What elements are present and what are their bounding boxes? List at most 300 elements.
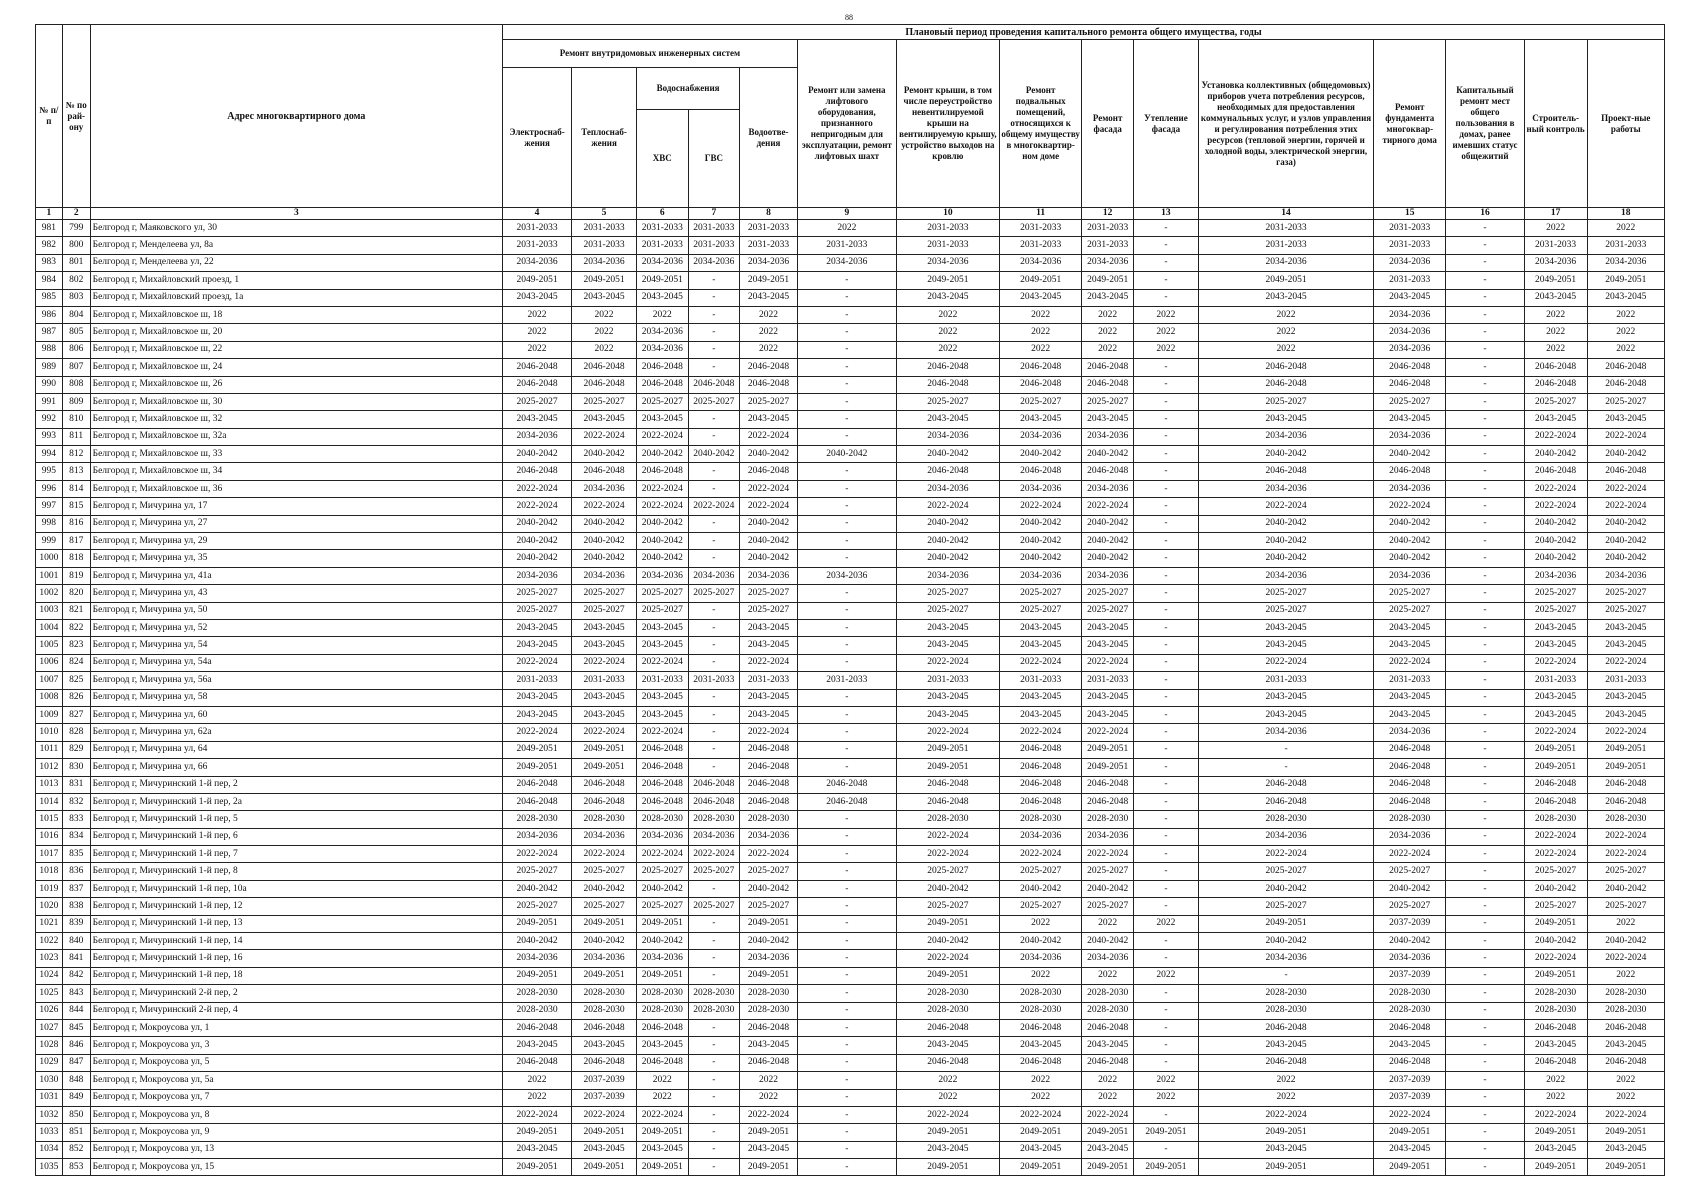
cell-electric: 2034-2036 xyxy=(503,828,572,845)
cell-facade-insulation: - xyxy=(1133,1054,1198,1071)
cell-electric: 2034-2036 xyxy=(503,567,572,584)
cell-heat: 2040-2042 xyxy=(572,550,637,567)
cell-heat: 2022 xyxy=(572,324,637,341)
cell-num: 1018 xyxy=(36,863,63,880)
cell-heat: 2022 xyxy=(572,306,637,323)
header-heat: Теплоснаб-жения xyxy=(572,68,637,208)
cell-address: Белгород г, Мичуринский 1-й пер, 10а xyxy=(90,880,502,897)
cell-facade: 2046-2048 xyxy=(1082,376,1134,393)
cell-electric: 2034-2036 xyxy=(503,254,572,271)
cell-num: 1028 xyxy=(36,1037,63,1054)
cell-heat: 2025-2027 xyxy=(572,585,637,602)
cell-construction-control: 2046-2048 xyxy=(1524,376,1587,393)
cell-heat: 2049-2051 xyxy=(572,1159,637,1176)
cell-basement: 2043-2045 xyxy=(999,637,1081,654)
cell-address: Белгород г, Мичуринский 1-й пер, 18 xyxy=(90,967,502,984)
cell-facade-insulation: - xyxy=(1133,498,1198,515)
cell-basement: 2040-2042 xyxy=(999,550,1081,567)
cell-hot-water: - xyxy=(688,654,740,671)
cell-electric: 2028-2030 xyxy=(503,1002,572,1019)
cell-facade-insulation: - xyxy=(1133,828,1198,845)
cell-foundation: 2034-2036 xyxy=(1374,950,1446,967)
cell-design-work: 2025-2027 xyxy=(1587,898,1664,915)
cell-district-num: 818 xyxy=(62,550,90,567)
cell-meters: 2049-2051 xyxy=(1198,915,1373,932)
cell-district-num: 812 xyxy=(62,446,90,463)
cell-roof: 2034-2036 xyxy=(896,480,999,497)
cell-district-num: 852 xyxy=(62,1141,90,1158)
cell-electric: 2022-2024 xyxy=(503,1106,572,1123)
cell-heat: 2040-2042 xyxy=(572,446,637,463)
cell-drainage: 2022 xyxy=(740,341,798,358)
cell-cold-water: 2031-2033 xyxy=(637,237,689,254)
cell-basement: 2049-2051 xyxy=(999,272,1081,289)
cell-heat: 2034-2036 xyxy=(572,950,637,967)
cell-foundation: 2028-2030 xyxy=(1374,811,1446,828)
cell-electric: 2043-2045 xyxy=(503,1037,572,1054)
cell-elevator: 2031-2033 xyxy=(797,237,896,254)
cell-district-num: 843 xyxy=(62,985,90,1002)
cell-construction-control: 2046-2048 xyxy=(1524,463,1587,480)
cell-roof: 2046-2048 xyxy=(896,376,999,393)
cell-basement: 2046-2048 xyxy=(999,359,1081,376)
cell-district-num: 800 xyxy=(62,237,90,254)
cell-construction-control: 2022 xyxy=(1524,341,1587,358)
cell-cold-water: 2046-2048 xyxy=(637,463,689,480)
table-row xyxy=(36,289,1665,306)
cell-address: Белгород г, Мичуринский 1-й пер, 7 xyxy=(90,846,502,863)
column-number: 2 xyxy=(62,208,90,220)
cell-district-num: 815 xyxy=(62,498,90,515)
cell-meters: 2046-2048 xyxy=(1198,463,1373,480)
cell-cold-water: 2034-2036 xyxy=(637,341,689,358)
cell-district-num: 853 xyxy=(62,1159,90,1176)
cell-electric: 2049-2051 xyxy=(503,967,572,984)
cell-meters: 2025-2027 xyxy=(1198,393,1373,410)
cell-design-work: 2022 xyxy=(1587,967,1664,984)
cell-drainage: 2040-2042 xyxy=(740,515,798,532)
cell-common-areas: - xyxy=(1446,828,1524,845)
table-row xyxy=(36,272,1665,289)
table-row xyxy=(36,863,1665,880)
cell-design-work: 2022-2024 xyxy=(1587,846,1664,863)
cell-facade: 2028-2030 xyxy=(1082,1002,1134,1019)
cell-construction-control: 2040-2042 xyxy=(1524,533,1587,550)
cell-meters: 2043-2045 xyxy=(1198,619,1373,636)
cell-design-work: 2043-2045 xyxy=(1587,637,1664,654)
cell-hot-water: 2022-2024 xyxy=(688,846,740,863)
cell-electric: 2049-2051 xyxy=(503,915,572,932)
cell-hot-water: - xyxy=(688,915,740,932)
cell-foundation: 2046-2048 xyxy=(1374,759,1446,776)
table-row xyxy=(36,811,1665,828)
cell-basement: 2049-2051 xyxy=(999,1159,1081,1176)
cell-facade-insulation: - xyxy=(1133,515,1198,532)
column-number: 17 xyxy=(1524,208,1587,220)
cell-roof: 2034-2036 xyxy=(896,254,999,271)
cell-drainage: 2022 xyxy=(740,1072,798,1089)
cell-common-areas: - xyxy=(1446,480,1524,497)
table-row xyxy=(36,498,1665,515)
cell-hot-water: - xyxy=(688,515,740,532)
cell-cold-water: 2040-2042 xyxy=(637,515,689,532)
cell-common-areas: - xyxy=(1446,1159,1524,1176)
cell-common-areas: - xyxy=(1446,602,1524,619)
cell-foundation: 2025-2027 xyxy=(1374,393,1446,410)
cell-basement: 2043-2045 xyxy=(999,1141,1081,1158)
cell-cold-water: 2022-2024 xyxy=(637,654,689,671)
cell-elevator: - xyxy=(797,741,896,758)
cell-num: 1029 xyxy=(36,1054,63,1071)
cell-hot-water: - xyxy=(688,602,740,619)
cell-facade: 2025-2027 xyxy=(1082,863,1134,880)
cell-elevator: - xyxy=(797,724,896,741)
table-row xyxy=(36,480,1665,497)
cell-common-areas: - xyxy=(1446,393,1524,410)
cell-address: Белгород г, Мичурина ул, 35 xyxy=(90,550,502,567)
cell-design-work: 2022 xyxy=(1587,1072,1664,1089)
cell-cold-water: 2025-2027 xyxy=(637,898,689,915)
cell-basement: 2040-2042 xyxy=(999,515,1081,532)
cell-cold-water: 2022-2024 xyxy=(637,428,689,445)
cell-meters: 2046-2048 xyxy=(1198,376,1373,393)
column-number: 5 xyxy=(572,208,637,220)
cell-drainage: 2046-2048 xyxy=(740,463,798,480)
cell-hot-water: - xyxy=(688,428,740,445)
cell-heat: 2046-2048 xyxy=(572,359,637,376)
cell-elevator: - xyxy=(797,811,896,828)
cell-address: Белгород г, Мокроусова ул, 9 xyxy=(90,1124,502,1141)
cell-address: Белгород г, Михайловское ш, 20 xyxy=(90,324,502,341)
cell-num: 1014 xyxy=(36,793,63,810)
cell-electric: 2040-2042 xyxy=(503,550,572,567)
header-facade-insulation: Утепление фасада xyxy=(1133,40,1198,208)
cell-elevator: - xyxy=(797,759,896,776)
cell-roof: 2043-2045 xyxy=(896,619,999,636)
cell-construction-control: 2046-2048 xyxy=(1524,776,1587,793)
table-row xyxy=(36,619,1665,636)
cell-meters: 2031-2033 xyxy=(1198,237,1373,254)
cell-drainage: 2034-2036 xyxy=(740,567,798,584)
table-row xyxy=(36,515,1665,532)
cell-foundation: 2031-2033 xyxy=(1374,272,1446,289)
cell-facade-insulation: - xyxy=(1133,585,1198,602)
cell-heat: 2022-2024 xyxy=(572,654,637,671)
cell-heat: 2046-2048 xyxy=(572,776,637,793)
cell-basement: 2046-2048 xyxy=(999,759,1081,776)
cell-cold-water: 2034-2036 xyxy=(637,828,689,845)
cell-construction-control: 2022 xyxy=(1524,1089,1587,1106)
cell-hot-water: - xyxy=(688,306,740,323)
cell-address: Белгород г, Михайловское ш, 26 xyxy=(90,376,502,393)
cell-hot-water: - xyxy=(688,706,740,723)
cell-foundation: 2034-2036 xyxy=(1374,567,1446,584)
cell-meters: 2022-2024 xyxy=(1198,1106,1373,1123)
cell-address: Белгород г, Мичурина ул, 52 xyxy=(90,619,502,636)
table-row xyxy=(36,533,1665,550)
cell-common-areas: - xyxy=(1446,915,1524,932)
cell-basement: 2034-2036 xyxy=(999,828,1081,845)
cell-construction-control: 2022-2024 xyxy=(1524,1106,1587,1123)
cell-facade-insulation: - xyxy=(1133,724,1198,741)
cell-basement: 2025-2027 xyxy=(999,898,1081,915)
cell-hot-water: - xyxy=(688,480,740,497)
cell-foundation: 2043-2045 xyxy=(1374,1037,1446,1054)
cell-district-num: 844 xyxy=(62,1002,90,1019)
cell-address: Белгород г, Мичурина ул, 43 xyxy=(90,585,502,602)
cell-district-num: 807 xyxy=(62,359,90,376)
cell-district-num: 819 xyxy=(62,567,90,584)
cell-design-work: 2046-2048 xyxy=(1587,1019,1664,1036)
capital-repair-table xyxy=(35,24,1665,1176)
column-number: 6 xyxy=(637,208,689,220)
cell-design-work: 2043-2045 xyxy=(1587,411,1664,428)
cell-heat: 2025-2027 xyxy=(572,602,637,619)
cell-common-areas: - xyxy=(1446,341,1524,358)
cell-cold-water: 2040-2042 xyxy=(637,880,689,897)
cell-heat: 2034-2036 xyxy=(572,828,637,845)
column-number-row xyxy=(36,208,1665,220)
cell-drainage: 2022-2024 xyxy=(740,1106,798,1123)
cell-meters: 2040-2042 xyxy=(1198,533,1373,550)
cell-heat: 2028-2030 xyxy=(572,811,637,828)
cell-electric: 2022-2024 xyxy=(503,724,572,741)
cell-construction-control: 2022 xyxy=(1524,324,1587,341)
cell-foundation: 2043-2045 xyxy=(1374,619,1446,636)
cell-num: 1009 xyxy=(36,706,63,723)
cell-design-work: 2046-2048 xyxy=(1587,793,1664,810)
cell-roof: 2049-2051 xyxy=(896,1124,999,1141)
cell-basement: 2040-2042 xyxy=(999,533,1081,550)
cell-district-num: 804 xyxy=(62,306,90,323)
cell-basement: 2040-2042 xyxy=(999,933,1081,950)
cell-meters: 2031-2033 xyxy=(1198,672,1373,689)
cell-facade: 2025-2027 xyxy=(1082,898,1134,915)
cell-roof: 2043-2045 xyxy=(896,689,999,706)
cell-drainage: 2043-2045 xyxy=(740,1141,798,1158)
cell-construction-control: 2022-2024 xyxy=(1524,480,1587,497)
cell-facade: 2040-2042 xyxy=(1082,446,1134,463)
cell-num: 983 xyxy=(36,254,63,271)
cell-facade: 2025-2027 xyxy=(1082,393,1134,410)
cell-construction-control: 2046-2048 xyxy=(1524,1019,1587,1036)
cell-foundation: 2025-2027 xyxy=(1374,585,1446,602)
cell-cold-water: 2022-2024 xyxy=(637,846,689,863)
cell-hot-water: - xyxy=(688,1054,740,1071)
cell-heat: 2031-2033 xyxy=(572,220,637,237)
cell-hot-water: - xyxy=(688,1124,740,1141)
cell-elevator: - xyxy=(797,1037,896,1054)
cell-num: 988 xyxy=(36,341,63,358)
cell-address: Белгород г, Мичурина ул, 56а xyxy=(90,672,502,689)
cell-construction-control: 2022-2024 xyxy=(1524,654,1587,671)
cell-facade-insulation: - xyxy=(1133,793,1198,810)
cell-common-areas: - xyxy=(1446,428,1524,445)
cell-design-work: 2046-2048 xyxy=(1587,359,1664,376)
cell-heat: 2049-2051 xyxy=(572,759,637,776)
cell-common-areas: - xyxy=(1446,637,1524,654)
cell-elevator: - xyxy=(797,706,896,723)
cell-basement: 2034-2036 xyxy=(999,480,1081,497)
cell-address: Белгород г, Мичуринский 2-й пер, 2 xyxy=(90,985,502,1002)
cell-meters: 2043-2045 xyxy=(1198,706,1373,723)
cell-facade: 2049-2051 xyxy=(1082,1124,1134,1141)
cell-common-areas: - xyxy=(1446,863,1524,880)
cell-cold-water: 2043-2045 xyxy=(637,411,689,428)
cell-cold-water: 2043-2045 xyxy=(637,619,689,636)
cell-cold-water: 2043-2045 xyxy=(637,1141,689,1158)
cell-facade-insulation: - xyxy=(1133,1019,1198,1036)
column-number: 13 xyxy=(1133,208,1198,220)
cell-cold-water: 2022 xyxy=(637,1072,689,1089)
cell-drainage: 2040-2042 xyxy=(740,880,798,897)
cell-meters: 2022 xyxy=(1198,1072,1373,1089)
cell-foundation: 2028-2030 xyxy=(1374,1002,1446,1019)
cell-foundation: 2043-2045 xyxy=(1374,411,1446,428)
cell-basement: 2022-2024 xyxy=(999,654,1081,671)
cell-electric: 2043-2045 xyxy=(503,689,572,706)
cell-foundation: 2046-2048 xyxy=(1374,776,1446,793)
cell-district-num: 811 xyxy=(62,428,90,445)
cell-elevator: - xyxy=(797,602,896,619)
cell-electric: 2022-2024 xyxy=(503,846,572,863)
cell-facade-insulation: - xyxy=(1133,898,1198,915)
cell-electric: 2025-2027 xyxy=(503,602,572,619)
cell-facade-insulation: - xyxy=(1133,880,1198,897)
table-row xyxy=(36,411,1665,428)
cell-cold-water: 2034-2036 xyxy=(637,950,689,967)
cell-num: 1032 xyxy=(36,1106,63,1123)
cell-roof: 2022-2024 xyxy=(896,654,999,671)
column-number: 7 xyxy=(688,208,740,220)
cell-heat: 2046-2048 xyxy=(572,463,637,480)
header-common-areas: Капитальный ремонт мест общего пользования в домах, ранее имевших статус общежитий xyxy=(1446,40,1524,208)
cell-electric: 2043-2045 xyxy=(503,1141,572,1158)
cell-address: Белгород г, Мичурина ул, 50 xyxy=(90,602,502,619)
cell-construction-control: 2031-2033 xyxy=(1524,672,1587,689)
cell-drainage: 2043-2045 xyxy=(740,706,798,723)
cell-facade-insulation: - xyxy=(1133,654,1198,671)
cell-num: 1017 xyxy=(36,846,63,863)
cell-construction-control: 2049-2051 xyxy=(1524,272,1587,289)
cell-roof: 2043-2045 xyxy=(896,1141,999,1158)
column-number: 8 xyxy=(740,208,798,220)
cell-cold-water: 2022 xyxy=(637,306,689,323)
cell-foundation: 2031-2033 xyxy=(1374,220,1446,237)
cell-cold-water: 2040-2042 xyxy=(637,533,689,550)
cell-foundation: 2043-2045 xyxy=(1374,706,1446,723)
cell-address: Белгород г, Мичурина ул, 27 xyxy=(90,515,502,532)
table-row xyxy=(36,1124,1665,1141)
cell-address: Белгород г, Михайловское ш, 32а xyxy=(90,428,502,445)
cell-common-areas: - xyxy=(1446,1124,1524,1141)
cell-drainage: 2022 xyxy=(740,324,798,341)
cell-facade-insulation: - xyxy=(1133,289,1198,306)
cell-hot-water: 2046-2048 xyxy=(688,793,740,810)
cell-cold-water: 2022-2024 xyxy=(637,1106,689,1123)
cell-drainage: 2043-2045 xyxy=(740,689,798,706)
cell-construction-control: 2049-2051 xyxy=(1524,1124,1587,1141)
cell-hot-water: - xyxy=(688,411,740,428)
cell-facade: 2022 xyxy=(1082,341,1134,358)
cell-hot-water: - xyxy=(688,289,740,306)
cell-roof: 2031-2033 xyxy=(896,220,999,237)
cell-roof: 2022 xyxy=(896,341,999,358)
cell-facade: 2046-2048 xyxy=(1082,1019,1134,1036)
cell-basement: 2022 xyxy=(999,1089,1081,1106)
cell-drainage: 2022-2024 xyxy=(740,480,798,497)
cell-facade: 2049-2051 xyxy=(1082,1159,1134,1176)
cell-basement: 2031-2033 xyxy=(999,672,1081,689)
cell-num: 1012 xyxy=(36,759,63,776)
cell-elevator: 2034-2036 xyxy=(797,567,896,584)
cell-basement: 2022 xyxy=(999,341,1081,358)
cell-num: 1026 xyxy=(36,1002,63,1019)
cell-common-areas: - xyxy=(1446,306,1524,323)
cell-facade: 2046-2048 xyxy=(1082,359,1134,376)
cell-cold-water: 2049-2051 xyxy=(637,272,689,289)
header-electric: Электроснаб-жения xyxy=(503,68,572,208)
cell-design-work: 2022 xyxy=(1587,324,1664,341)
cell-num: 1004 xyxy=(36,619,63,636)
cell-heat: 2028-2030 xyxy=(572,985,637,1002)
cell-heat: 2040-2042 xyxy=(572,515,637,532)
cell-drainage: 2022-2024 xyxy=(740,724,798,741)
cell-foundation: 2040-2042 xyxy=(1374,550,1446,567)
cell-elevator: - xyxy=(797,846,896,863)
cell-cold-water: 2043-2045 xyxy=(637,1037,689,1054)
cell-heat: 2049-2051 xyxy=(572,915,637,932)
cell-address: Белгород г, Менделеева ул, 8а xyxy=(90,237,502,254)
cell-district-num: 803 xyxy=(62,289,90,306)
cell-construction-control: 2022-2024 xyxy=(1524,828,1587,845)
cell-facade: 2040-2042 xyxy=(1082,515,1134,532)
cell-foundation: 2040-2042 xyxy=(1374,933,1446,950)
table-row xyxy=(36,237,1665,254)
header-roof: Ремонт крыши, в том числе переустройство невентилируемой крыши на вентилируемую крышу, устройство выходов на кровлю xyxy=(896,40,999,208)
cell-cold-water: 2046-2048 xyxy=(637,741,689,758)
cell-design-work: 2022 xyxy=(1587,341,1664,358)
cell-roof: 2022-2024 xyxy=(896,950,999,967)
cell-meters: 2028-2030 xyxy=(1198,985,1373,1002)
cell-roof: 2028-2030 xyxy=(896,811,999,828)
cell-common-areas: - xyxy=(1446,376,1524,393)
column-number: 3 xyxy=(90,208,502,220)
cell-hot-water: - xyxy=(688,463,740,480)
cell-cold-water: 2034-2036 xyxy=(637,254,689,271)
cell-design-work: 2022-2024 xyxy=(1587,428,1664,445)
cell-num: 1030 xyxy=(36,1072,63,1089)
cell-design-work: 2025-2027 xyxy=(1587,863,1664,880)
cell-electric: 2031-2033 xyxy=(503,672,572,689)
cell-foundation: 2043-2045 xyxy=(1374,1141,1446,1158)
cell-construction-control: 2040-2042 xyxy=(1524,446,1587,463)
table-row xyxy=(36,915,1665,932)
cell-meters: 2049-2051 xyxy=(1198,1159,1373,1176)
cell-electric: 2046-2048 xyxy=(503,1054,572,1071)
cell-heat: 2043-2045 xyxy=(572,619,637,636)
cell-facade-insulation: - xyxy=(1133,741,1198,758)
cell-meters: 2034-2036 xyxy=(1198,254,1373,271)
cell-design-work: 2031-2033 xyxy=(1587,672,1664,689)
cell-elevator: - xyxy=(797,1054,896,1071)
cell-construction-control: 2043-2045 xyxy=(1524,706,1587,723)
cell-heat: 2022-2024 xyxy=(572,724,637,741)
cell-design-work: 2028-2030 xyxy=(1587,985,1664,1002)
cell-drainage: 2049-2051 xyxy=(740,967,798,984)
cell-meters: 2049-2051 xyxy=(1198,272,1373,289)
cell-drainage: 2022-2024 xyxy=(740,428,798,445)
